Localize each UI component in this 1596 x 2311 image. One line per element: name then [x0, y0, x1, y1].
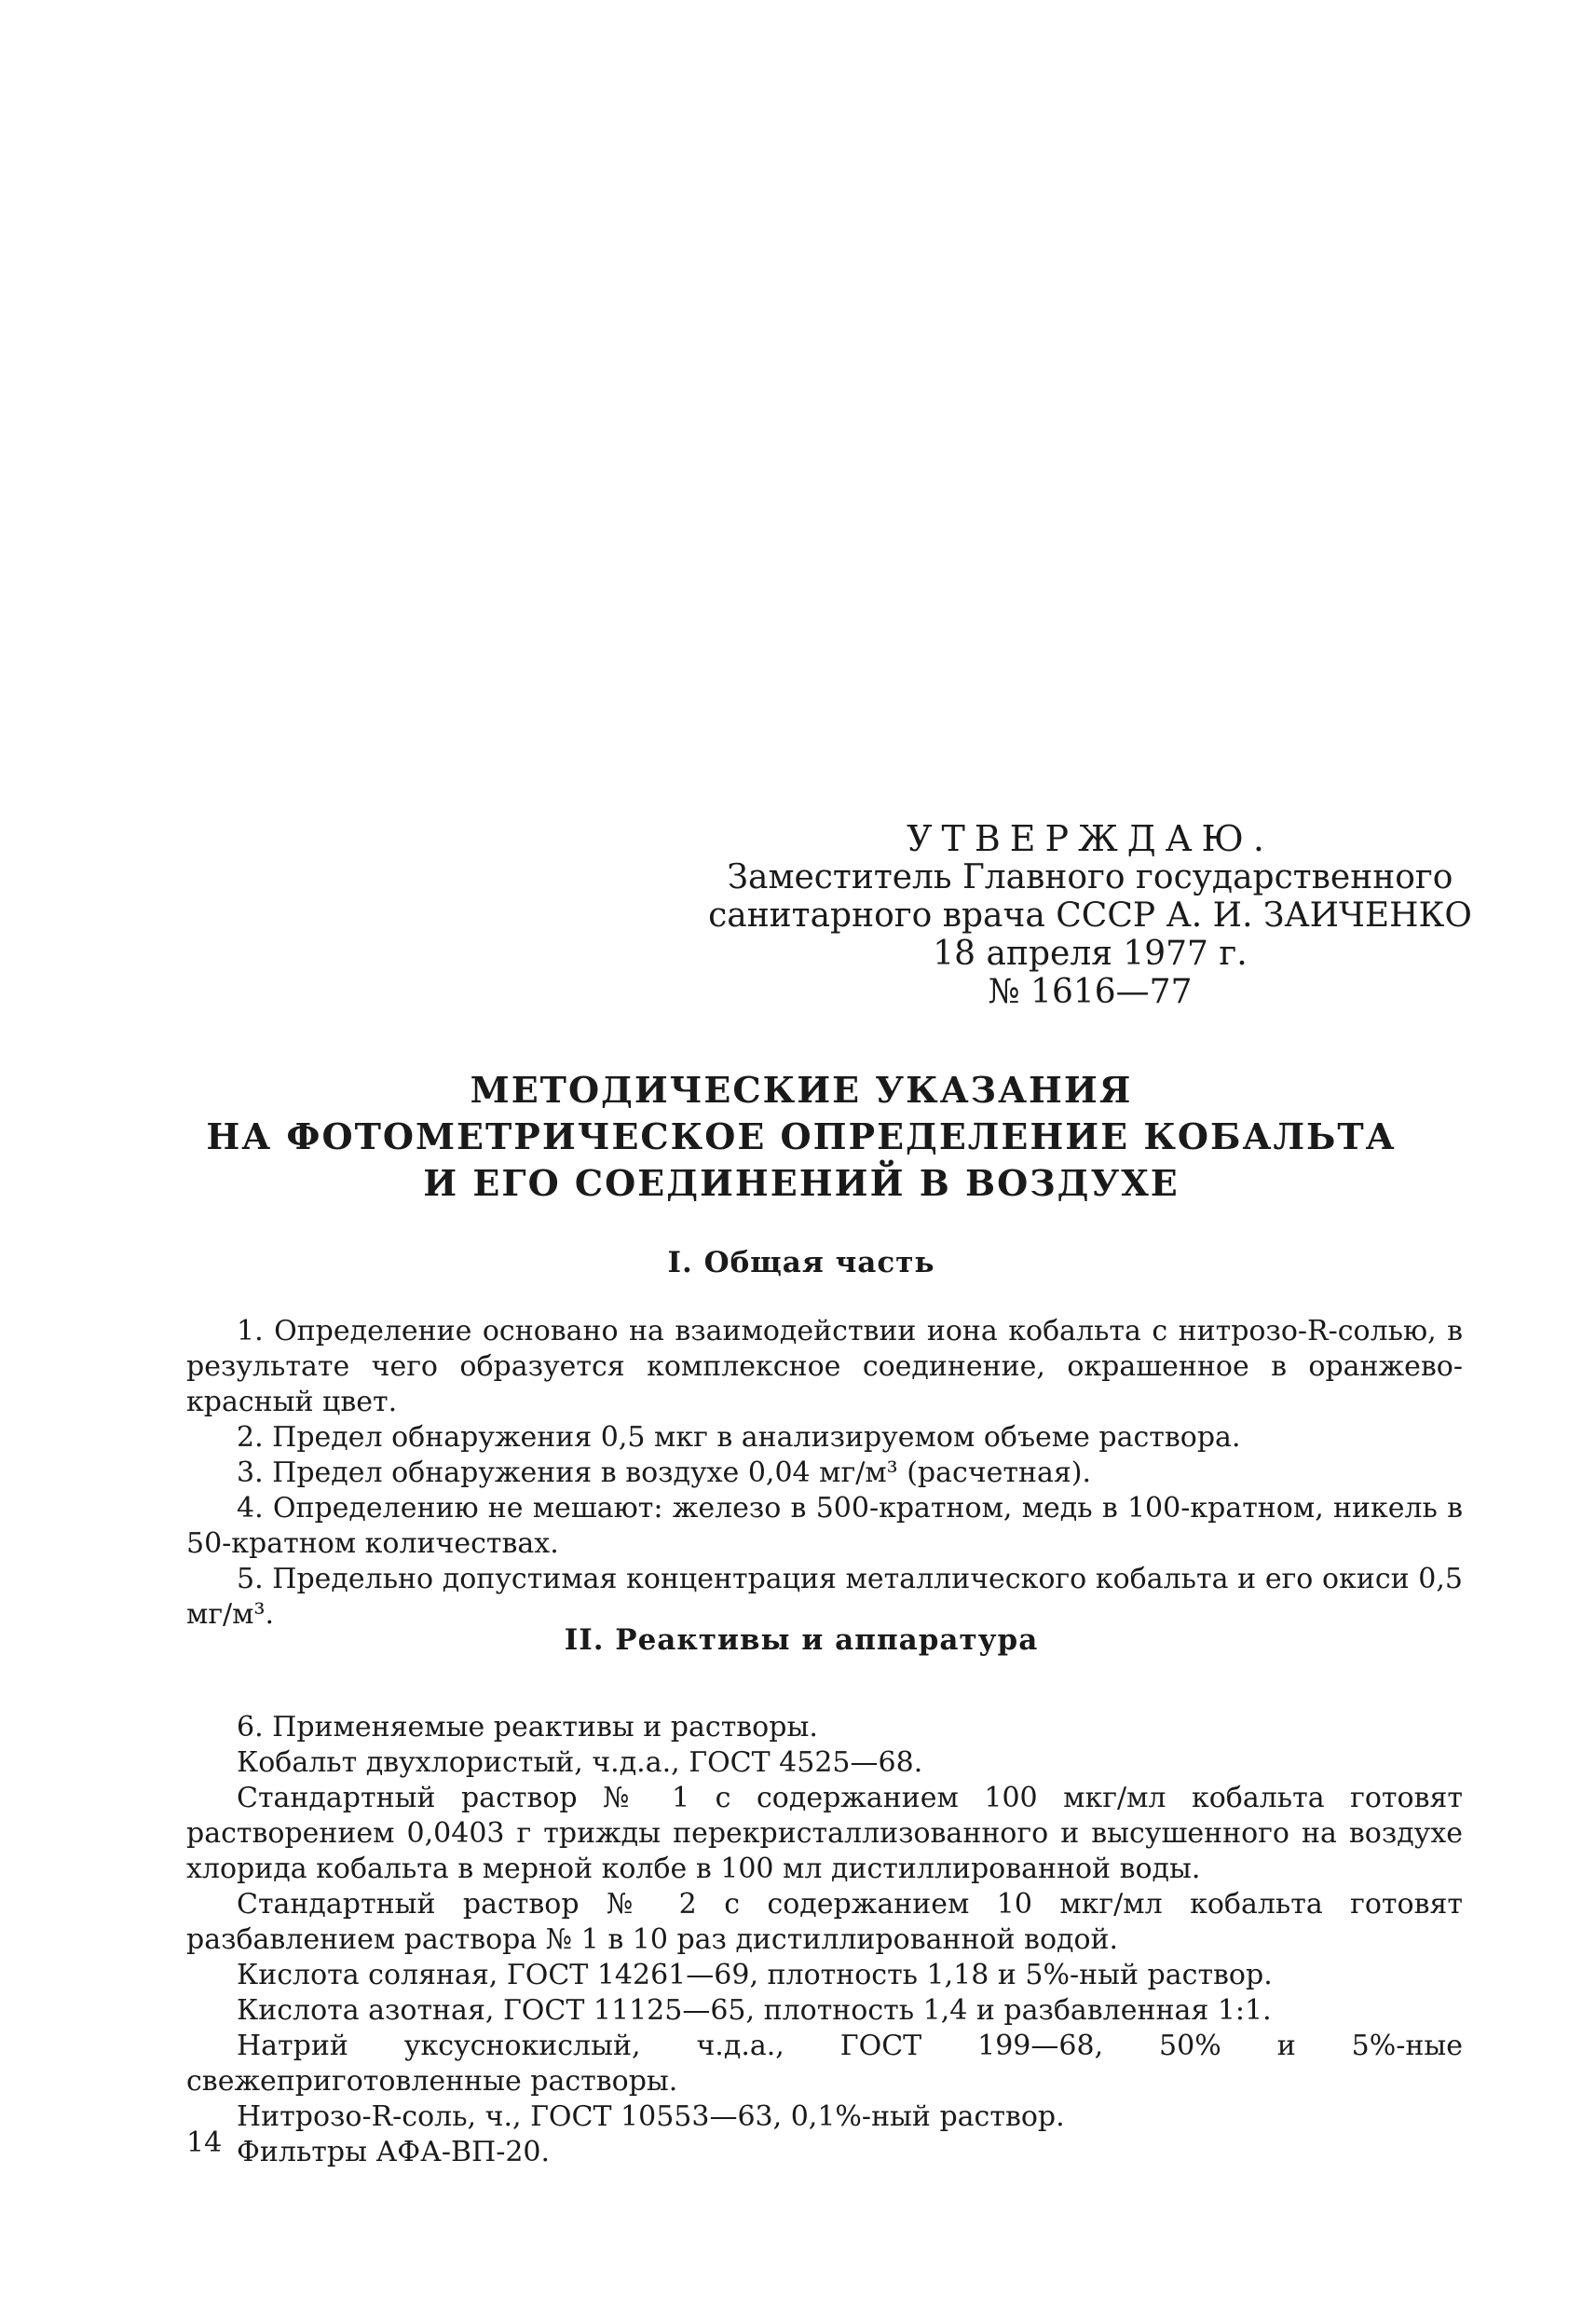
title-line-1: МЕТОДИЧЕСКИЕ УКАЗАНИЯ	[470, 1069, 1133, 1111]
section-general	[186, 1314, 1463, 1633]
section-heading-general: I. Общая часть	[667, 1246, 935, 1279]
reagent-cobalt-chloride: Кобальт двухлористый, ч.д.а., ГОСТ 4525—68.	[237, 1746, 923, 1779]
document-title	[168, 1067, 1435, 1207]
approval-position: Заместитель Главного государственного	[727, 858, 1453, 896]
section-reagents	[186, 1710, 1463, 2170]
reagent-hydrochloric-acid: Кислота соляная, ГОСТ 14261—69, плотность 1,18 и 5%-ный раствор.	[237, 1959, 1273, 1991]
paragraph-1: 1. Определение основано на взаимодействии иона кобальта с нитрозо-R-солью, в результате чего образуется комплексное соединение, окрашенное в оранжево-красный цвет.	[186, 1315, 1463, 1418]
title-line-3: И ЕГО СОЕДИНЕНИЙ В ВОЗДУХЕ	[423, 1162, 1180, 1204]
paragraph-5: 5. Предельно допустимая концентрация металлического кобальта и его окиси 0,5 мг/м³.	[186, 1563, 1463, 1631]
paragraph-2: 2. Предел обнаружения 0,5 мкг в анализируемом объеме раствора.	[237, 1421, 1241, 1454]
standard-solution-1: Стандартный раствор № 1 с содержанием 100 мкг/мл кобальта готовят растворением 0,0403 г трижды перекристаллизованного и высушенного на воздухе хлорида кобальта в мерной колбе в 100 мл дистиллированной воды.	[186, 1782, 1463, 1885]
approval-heading: УТВЕРЖДАЮ.	[907, 818, 1274, 859]
reagent-nitric-acid: Кислота азотная, ГОСТ 11125—65, плотность 1,4 и разбавленная 1:1.	[237, 1994, 1272, 2027]
reagent-nitroso-r-salt: Нитрозо-R-соль, ч., ГОСТ 10553—63, 0,1%-ный раствор.	[237, 2100, 1065, 2133]
standard-solution-2: Стандартный раствор № 2 с содержанием 10 мкг/мл кобальта готовят разбавлением раствора № 1 в 10 раз дистиллированной водой.	[186, 1888, 1463, 1956]
approval-number: № 1616—77	[988, 973, 1193, 1011]
paragraph-3: 3. Предел обнаружения в воздухе 0,04 мг/м³ (расчетная).	[237, 1456, 1092, 1489]
reagent-filters: Фильтры АФА-ВП-20.	[237, 2136, 551, 2168]
approval-signatory: санитарного врача СССР А. И. ЗАИЧЕНКО	[708, 896, 1472, 935]
paragraph-6: 6. Применяемые реактивы и растворы.	[237, 1711, 818, 1744]
page-number: 14	[186, 2126, 223, 2159]
title-line-2: НА ФОТОМЕТРИЧЕСКОЕ ОПРЕДЕЛЕНИЕ КОБАЛЬТА	[206, 1115, 1397, 1157]
paragraph-4: 4. Определению не мешают: железо в 500-кратном, медь в 100-кратном, никель в 50-кратном количествах.	[186, 1492, 1463, 1560]
approval-date: 18 апреля 1977 г.	[933, 935, 1248, 973]
reagent-sodium-acetate: Натрий уксуснокислый, ч.д.а., ГОСТ 199—68, 50% и 5%-ные свежеприготовленные растворы.	[186, 2030, 1463, 2098]
section-heading-reagents: II. Реактивы и аппаратура	[564, 1623, 1039, 1657]
approval-block	[708, 820, 1472, 1011]
